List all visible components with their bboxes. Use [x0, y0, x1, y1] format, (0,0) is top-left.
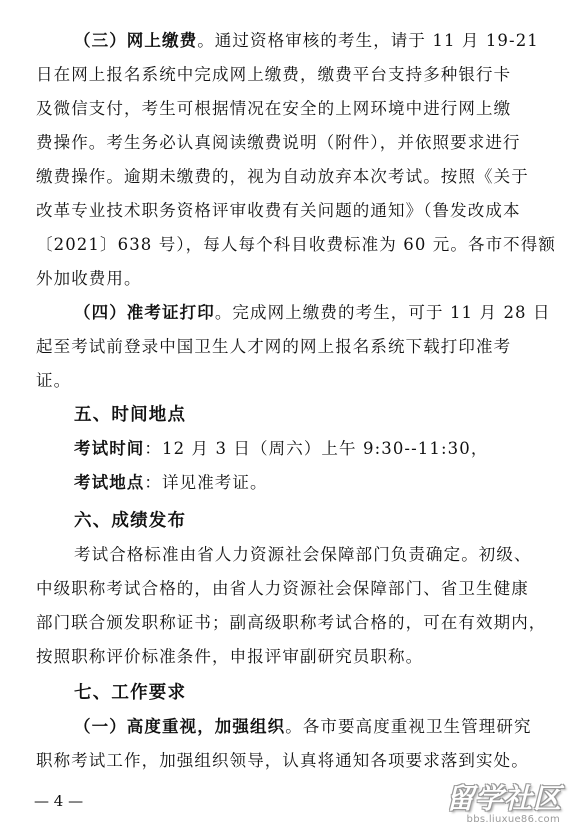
paragraph-3-line-7: 〔2021〕638 号），每人每个科目收费标准为 60 元。各市不得额 [36, 235, 556, 254]
paragraph-4-line-3: 证。 [36, 371, 72, 390]
exam-place-value: ：详见准考证。 [144, 473, 268, 492]
paragraph-3-line-4: 费操作。考生务必认真阅读缴费说明（附件），并依照要求进行 [36, 133, 521, 152]
watermark-main-text: 留学社区 [445, 782, 562, 815]
paragraph-4-line-1 [74, 296, 569, 330]
exam-place-label: 考试地点 [74, 473, 145, 492]
section-7-heading: 七、工作要求 [74, 683, 187, 703]
section-6-line-2: 中级职称考试合格的，由省人力资源社会保障部门、省卫生健康 [36, 579, 529, 598]
exam-time-value: ：12 月 3 日（周六）上午 9:30--11:30， [144, 439, 489, 458]
watermark-logo [432, 784, 562, 830]
section-6-line-1: 考试合格标准由省人力资源社会保障部门负责确定。初级、 [74, 545, 532, 564]
paragraph-4-label: （四）准考证打印 [74, 303, 215, 322]
section-7-para-1-label: （一）高度重视，加强组织 [74, 717, 286, 736]
paragraph-3-text: 。通过资格审核的考生，请于 11 月 19-21 [197, 31, 539, 50]
paragraph-3-line-6: 改革专业技术职务资格评审收费有关问题的通知》（鲁发改成本 [36, 201, 521, 220]
exam-time-line [74, 432, 569, 466]
paragraph-3-line-5: 缴费操作。逾期未缴费的，视为自动放弃本次考试。按照《关于 [36, 167, 529, 186]
paragraph-4-text: 。完成网上缴费的考生，可于 11 月 28 日 [214, 303, 551, 322]
section-5-heading: 五、时间地点 [74, 405, 187, 425]
section-7-para-1-line-2: 职称考试工作，加强组织领导，认真将通知各项要求落到实处。 [36, 751, 529, 770]
paragraph-4-line-2: 起至考试前登录中国卫生人才网的网上报名系统下载打印准考 [36, 337, 512, 356]
section-7-para-1-text: 。各市要高度重视卫生管理研究 [285, 717, 532, 736]
paragraph-3-line-2: 日在网上报名系统中完成网上缴费，缴费平台支持多种银行卡 [36, 65, 512, 84]
page-number: — 4 — [34, 792, 84, 810]
exam-place-line [74, 466, 569, 500]
section-6-heading: 六、成绩发布 [74, 511, 187, 531]
paragraph-3-line-3: 及微信支付，考生可根据情况在安全的上网环境中进行网上缴 [36, 99, 512, 118]
watermark-url: bbs.liuxue86.com [466, 814, 560, 825]
paragraph-3-line-1 [74, 24, 569, 58]
section-6-line-4: 按照职称评价标准条件，申报评审副研究员职称。 [36, 647, 424, 666]
exam-time-label: 考试时间 [74, 439, 145, 458]
paragraph-3-line-8: 外加收费用。 [36, 269, 142, 288]
section-7-para-1-line-1 [74, 710, 569, 744]
paragraph-3-label: （三）网上缴费 [74, 31, 198, 50]
section-6-line-3: 部门联合颁发职称证书；副高级职称考试合格的，可在有效期内， [36, 613, 547, 632]
